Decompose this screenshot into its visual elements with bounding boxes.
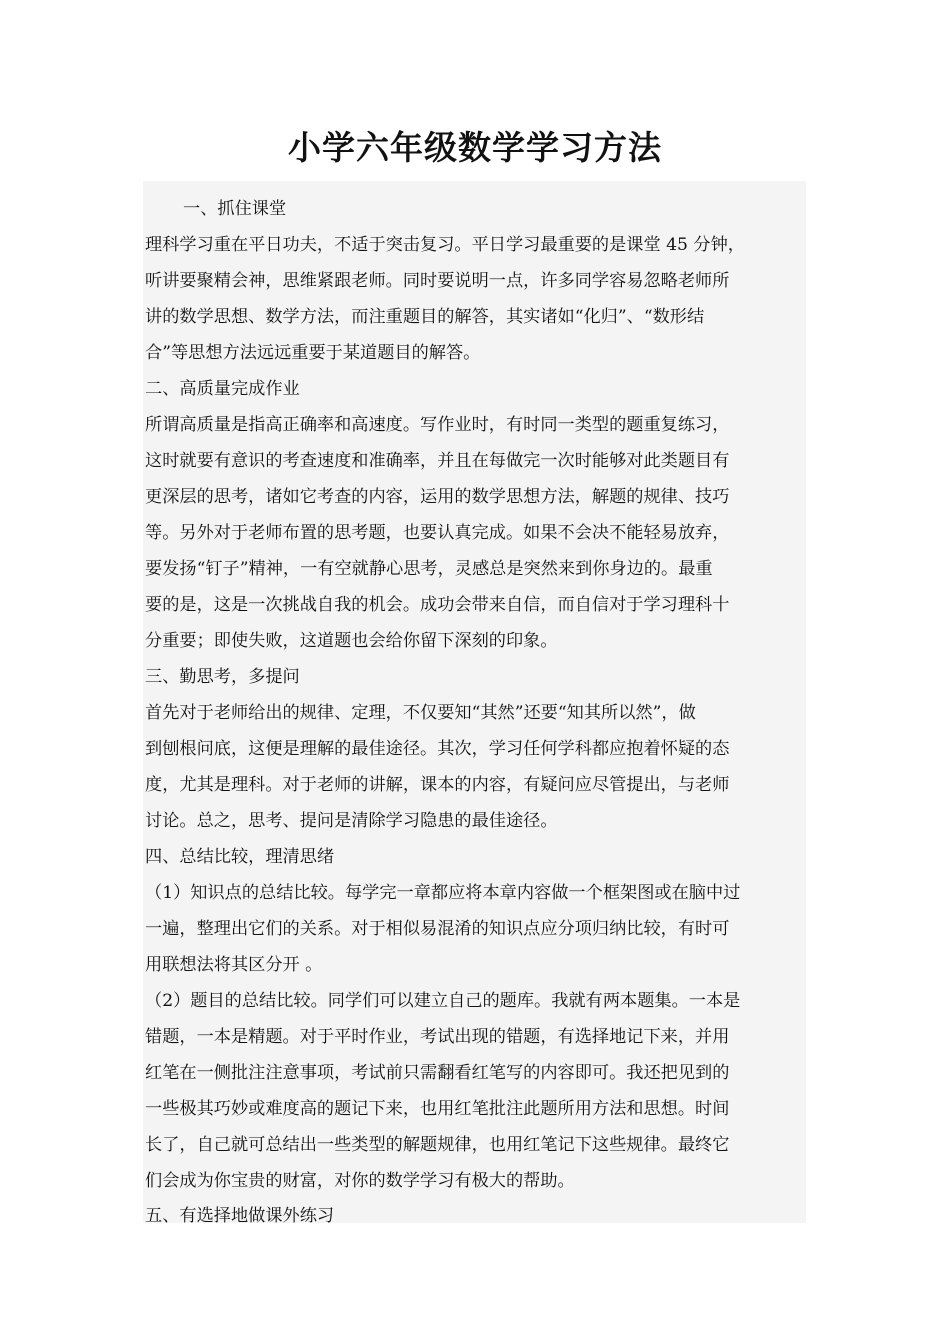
section-heading-2: 二、高质量完成作业 bbox=[145, 379, 300, 399]
paragraph-line: 讲的数学思想、数学方法，而注重题目的解答，其实诸如“化归”、“数形结 bbox=[145, 307, 705, 327]
paragraph-line: 要的是，这是一次挑战自我的机会。成功会带来自信，而自信对于学习理科十 bbox=[145, 595, 730, 615]
paragraph-line: 到刨根问底，这便是理解的最佳途径。其次，学习任何学科都应抱着怀疑的态 bbox=[145, 739, 730, 759]
paragraph-line: 长了，自己就可总结出一些类型的解题规律，也用红笔记下这些规律。最终它 bbox=[145, 1135, 730, 1155]
section-heading-4: 四、总结比较，理清思绪 bbox=[145, 847, 335, 867]
paragraph-line: （1）知识点的总结比较。每学完一章都应将本章内容做一个框架图或在脑中过 bbox=[145, 883, 741, 903]
paragraph-line: 用联想法将其区分开 。 bbox=[145, 955, 323, 975]
paragraph-line: 讨论。总之，思考、提问是清除学习隐患的最佳途径。 bbox=[145, 811, 558, 831]
article-body bbox=[143, 181, 806, 1223]
section-heading-3: 三、勤思考，多提问 bbox=[145, 667, 300, 687]
paragraph-line: 要发扬“钉子”精神，一有空就静心思考，灵感总是突然来到你身边的。最重 bbox=[145, 559, 713, 579]
paragraph-line: 合”等思想方法远远重要于某道题目的解答。 bbox=[145, 343, 481, 363]
page-title: 小学六年级数学学习方法 bbox=[288, 128, 662, 167]
paragraph-line: 首先对于老师给出的规律、定理，不仅要知“其然”还要“知其所以然”，做 bbox=[145, 703, 696, 723]
paragraph-line: 更深层的思考，诸如它考查的内容，运用的数学思想方法，解题的规律、技巧 bbox=[145, 487, 730, 507]
paragraph-line: 错题，一本是精题。对于平时作业，考试出现的错题，有选择地记下来，并用 bbox=[145, 1027, 730, 1047]
section-heading-5: 五、有选择地做课外练习 bbox=[145, 1206, 335, 1223]
paragraph-line: （2）题目的总结比较。同学们可以建立自己的题库。我就有两本题集。一本是 bbox=[145, 991, 741, 1011]
paragraph-line: 红笔在一侧批注注意事项，考试前只需翻看红笔写的内容即可。我还把见到的 bbox=[145, 1063, 730, 1083]
paragraph-line: 一遍，整理出它们的关系。对于相似易混淆的知识点应分项归纳比较，有时可 bbox=[145, 919, 730, 939]
paragraph-line: 分重要；即使失败，这道题也会给你留下深刻的印象。 bbox=[145, 631, 558, 651]
paragraph-line: 等。另外对于老师布置的思考题，也要认真完成。如果不会决不能轻易放弃， bbox=[145, 523, 730, 543]
paragraph-line: 理科学习重在平日功夫，不适于突击复习。平日学习最重要的是课堂 45 分钟， bbox=[145, 235, 745, 255]
section-heading-1: 一、抓住课堂 bbox=[183, 199, 287, 219]
paragraph-line: 们会成为你宝贵的财富，对你的数学学习有极大的帮助。 bbox=[145, 1171, 575, 1191]
paragraph-line: 所谓高质量是指高正确率和高速度。写作业时，有时同一类型的题重复练习， bbox=[145, 415, 730, 435]
paragraph-line: 听讲要聚精会神，思维紧跟老师。同时要说明一点，许多同学容易忽略老师所 bbox=[145, 271, 730, 291]
paragraph-line: 这时就要有意识的考查速度和准确率，并且在每做完一次时能够对此类题目有 bbox=[145, 451, 730, 471]
paragraph-line: 度，尤其是理科。对于老师的讲解，课本的内容，有疑问应尽管提出，与老师 bbox=[145, 775, 730, 795]
paragraph-line: 一些极其巧妙或难度高的题记下来，也用红笔批注此题所用方法和思想。时间 bbox=[145, 1099, 730, 1119]
